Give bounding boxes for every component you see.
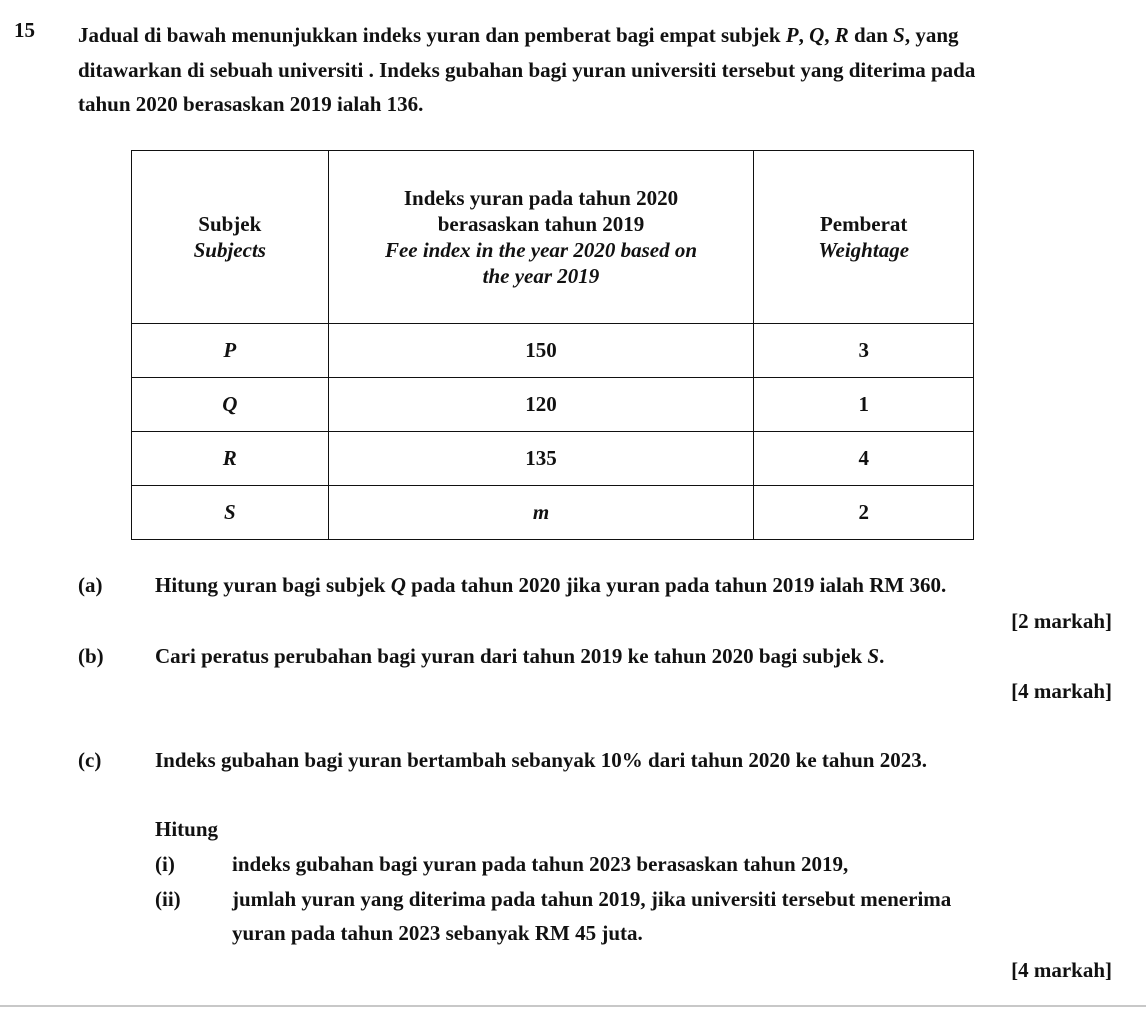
cell-weight: 4: [754, 432, 974, 486]
cell-index: 120: [328, 378, 754, 432]
cell-subject: Q: [132, 378, 329, 432]
header-weightage: Pemberat Weightage: [754, 151, 974, 324]
part-c-i-label: (i): [155, 852, 175, 876]
part-b-label: (b): [78, 644, 104, 668]
cell-weight: 3: [754, 324, 974, 378]
cell-index: 135: [328, 432, 754, 486]
fee-index-table: [131, 150, 974, 540]
table-row: [132, 378, 974, 432]
part-c-ii-text-1: jumlah yuran yang diterima pada tahun 2019, jika universiti tersebut menerima: [232, 887, 952, 911]
question-number: 15: [14, 18, 35, 42]
bottom-divider: [0, 1005, 1146, 1007]
part-a-marks: [2 markah]: [1011, 609, 1112, 633]
header-subjects: Subjek Subjects: [132, 151, 329, 324]
part-a-label: (a): [78, 573, 103, 597]
intro-line-1: Jadual di bawah menunjukkan indeks yuran dan pemberat bagi empat subjek P, Q, R dan S, yang: [78, 23, 959, 47]
header-fee-index: Indeks yuran pada tahun 2020 berasaskan tahun 2019 Fee index in the year 2020 based on the year 2019: [328, 151, 754, 324]
part-c-i-text: indeks gubahan bagi yuran pada tahun 2023 berasaskan tahun 2019,: [232, 852, 849, 876]
part-b-marks: [4 markah]: [1011, 679, 1112, 703]
part-c-text: Indeks gubahan bagi yuran bertambah sebanyak 10% dari tahun 2020 ke tahun 2023.: [155, 748, 927, 772]
cell-weight: 1: [754, 378, 974, 432]
cell-weight: 2: [754, 486, 974, 540]
question-intro: [78, 18, 1118, 122]
table-row: [132, 432, 974, 486]
cell-subject: P: [132, 324, 329, 378]
part-c-hitung: Hitung: [155, 817, 219, 841]
part-c-marks: [4 markah]: [1011, 958, 1112, 982]
intro-line-3: tahun 2020 berasaskan 2019 ialah 136.: [78, 92, 424, 116]
part-c-label: (c): [78, 748, 102, 772]
part-b-text: Cari peratus perubahan bagi yuran dari tahun 2019 ke tahun 2020 bagi subjek S.: [155, 644, 885, 668]
cell-index: m: [328, 486, 754, 540]
table-header-row: [132, 151, 974, 324]
cell-index: 150: [328, 324, 754, 378]
cell-subject: R: [132, 432, 329, 486]
part-c-ii-label: (ii): [155, 887, 181, 911]
intro-line-2: ditawarkan di sebuah universiti . Indeks gubahan bagi yuran universiti tersebut yang diterima pada: [78, 57, 976, 82]
part-c-ii-text-2: yuran pada tahun 2023 sebanyak RM 45 juta.: [232, 921, 643, 945]
cell-subject: S: [132, 486, 329, 540]
part-a-text: Hitung yuran bagi subjek Q pada tahun 2020 jika yuran pada tahun 2019 ialah RM 360.: [155, 573, 947, 597]
table-row: [132, 486, 974, 540]
table-row: [132, 324, 974, 378]
